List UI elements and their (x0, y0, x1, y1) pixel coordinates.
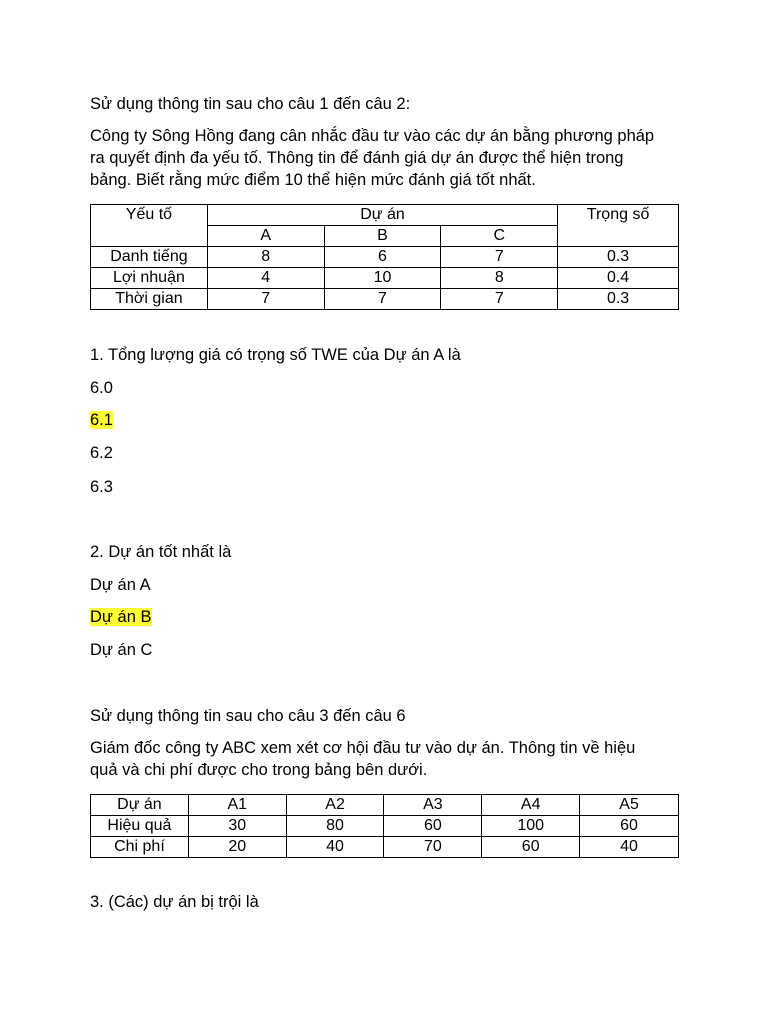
table2-cell: 30 (188, 816, 286, 837)
section2-desc-line: Giám đốc công ty ABC xem xét cơ hội đầu tư vào dự án. Thông tin về hiệu (90, 739, 636, 757)
table2-cell: 40 (286, 837, 384, 858)
question2-option: Dự án C (90, 641, 153, 659)
question2-option-highlighted (90, 606, 152, 628)
table2-header-cell: A2 (286, 795, 384, 816)
table1-cell-b: 7 (324, 289, 441, 310)
question1-option-highlighted (90, 409, 113, 431)
section1-intro: Sử dụng thông tin sau cho câu 1 đến câu 2: (90, 95, 411, 113)
table2-cell: 40 (580, 837, 679, 858)
table2-cell: 20 (188, 837, 286, 858)
table-row (91, 795, 679, 816)
section2-intro: Sử dụng thông tin sau cho câu 3 đến câu 6 (90, 707, 406, 725)
table2-header-cell: Dự án (91, 795, 189, 816)
projects-table (90, 794, 679, 858)
table1-cell-factor: Thời gian (91, 289, 208, 310)
table-row (91, 289, 679, 310)
table1-cell-c: 7 (441, 289, 558, 310)
table1-subheader-c: C (441, 226, 558, 247)
table1-cell-weight: 0.4 (558, 268, 679, 289)
table-row (91, 247, 679, 268)
table1-cell-factor: Lợi nhuận (91, 268, 208, 289)
question2-text: 2. Dự án tốt nhất là (90, 543, 232, 561)
table2-header-cell: A1 (188, 795, 286, 816)
table1-cell-b: 10 (324, 268, 441, 289)
question1-text: 1. Tổng lượng giá có trọng số TWE của Dự án A là (90, 346, 461, 364)
table2-header-cell: A5 (580, 795, 679, 816)
table1-subheader-a: A (207, 226, 324, 247)
table2-header-cell: A3 (384, 795, 482, 816)
section1-desc-line: Công ty Sông Hồng đang cân nhắc đầu tư vào các dự án bằng phương pháp (90, 127, 655, 145)
table2-cell: Hiệu quả (91, 816, 189, 837)
table1-cell-a: 4 (207, 268, 324, 289)
table1-header-weight: Trọng số (558, 205, 679, 247)
table2-cell: 100 (482, 816, 580, 837)
table1-header-factor: Yếu tố (91, 205, 208, 247)
table2-cell: 70 (384, 837, 482, 858)
table-row (91, 268, 679, 289)
question1-option: 6.0 (90, 379, 113, 397)
table2-cell: 60 (384, 816, 482, 837)
question2-option: Dự án A (90, 576, 151, 594)
question1-option: 6.2 (90, 444, 113, 462)
section2-description (90, 737, 690, 781)
table-row (91, 837, 679, 858)
answer-highlight: Dự án B (90, 608, 152, 626)
question3-text: 3. (Các) dự án bị trội là (90, 893, 259, 911)
table2-cell: 60 (580, 816, 679, 837)
section1-description (90, 125, 690, 191)
answer-highlight: 6.1 (90, 411, 113, 429)
section1-desc-line: bảng. Biết rằng mức điểm 10 thể hiện mức đánh giá tốt nhất. (90, 171, 536, 189)
table1-cell-factor: Danh tiếng (91, 247, 208, 268)
table1-cell-a: 7 (207, 289, 324, 310)
table2-header-cell: A4 (482, 795, 580, 816)
table1-cell-c: 7 (441, 247, 558, 268)
table2-cell: Chi phí (91, 837, 189, 858)
table2-cell: 80 (286, 816, 384, 837)
table1-subheader-b: B (324, 226, 441, 247)
table-row (91, 816, 679, 837)
table1-cell-b: 6 (324, 247, 441, 268)
table2-cell: 60 (482, 837, 580, 858)
table1-cell-weight: 0.3 (558, 289, 679, 310)
section2-desc-line: quả và chi phí được cho trong bảng bên dưới. (90, 761, 428, 779)
evaluation-table (90, 204, 679, 310)
table1-cell-c: 8 (441, 268, 558, 289)
table1-cell-weight: 0.3 (558, 247, 679, 268)
question1-option: 6.3 (90, 478, 113, 496)
section1-desc-line: ra quyết định đa yếu tố. Thông tin để đánh giá dự án được thể hiện trong (90, 149, 624, 167)
table1-header-project: Dự án (207, 205, 557, 226)
table1-cell-a: 8 (207, 247, 324, 268)
